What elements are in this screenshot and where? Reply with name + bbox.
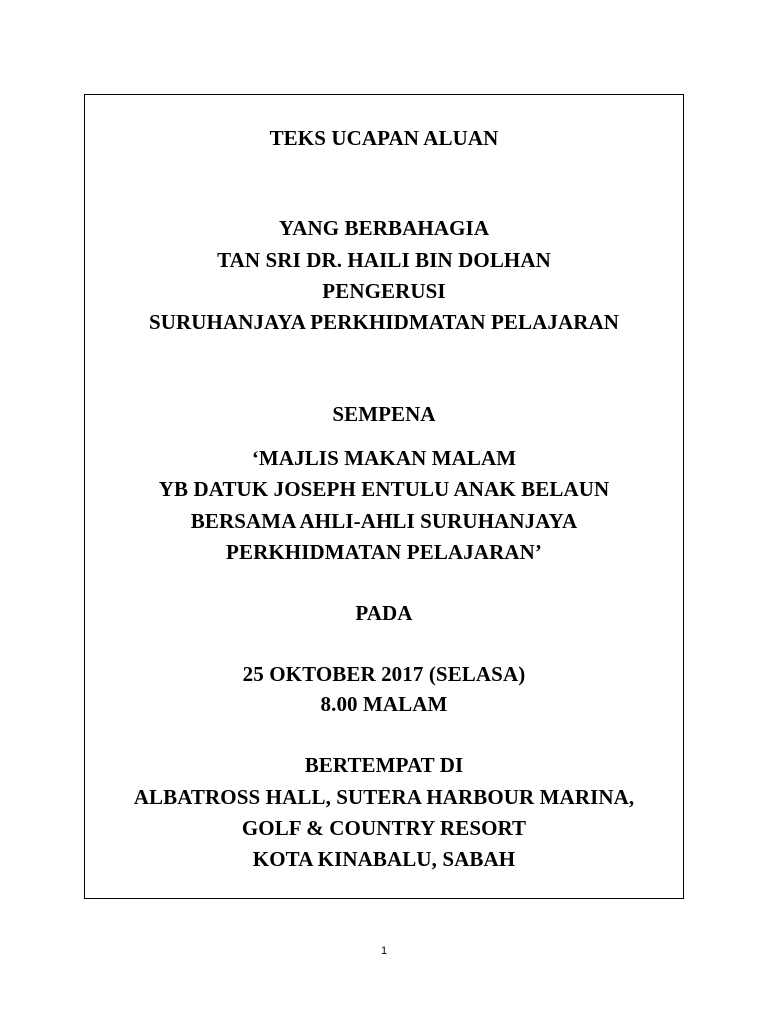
- speaker-name: TAN SRI DR. HAILI BIN DOLHAN: [217, 248, 551, 272]
- event-line-1: ‘MAJLIS MAKAN MALAM: [251, 446, 517, 470]
- cover-frame: [84, 94, 684, 899]
- event-line-4: PERKHIDMATAN PELAJARAN’: [226, 540, 542, 564]
- occasion-label: SEMPENA: [332, 402, 436, 426]
- page-number: 1: [380, 945, 388, 957]
- document-title: TEKS UCAPAN ALUAN: [269, 126, 499, 150]
- venue-label: BERTEMPAT DI: [304, 753, 464, 777]
- event-line-2: YB DATUK JOSEPH ENTULU ANAK BELAUN: [158, 477, 610, 501]
- event-time: 8.00 MALAM: [320, 692, 448, 716]
- venue-line-1: ALBATROSS HALL, SUTERA HARBOUR MARINA,: [133, 785, 635, 809]
- event-date: 25 OKTOBER 2017 (SELASA): [242, 662, 526, 686]
- event-line-3: BERSAMA AHLI-AHLI SURUHANJAYA: [190, 509, 578, 533]
- venue-line-2: GOLF & COUNTRY RESORT: [241, 816, 527, 840]
- honorific: YANG BERBAHAGIA: [278, 216, 490, 240]
- speaker-position: PENGERUSI: [322, 279, 446, 303]
- speaker-organization: SURUHANJAYA PERKHIDMATAN PELAJARAN: [148, 310, 620, 334]
- venue-line-3: KOTA KINABALU, SABAH: [252, 847, 516, 871]
- date-label: PADA: [355, 601, 413, 625]
